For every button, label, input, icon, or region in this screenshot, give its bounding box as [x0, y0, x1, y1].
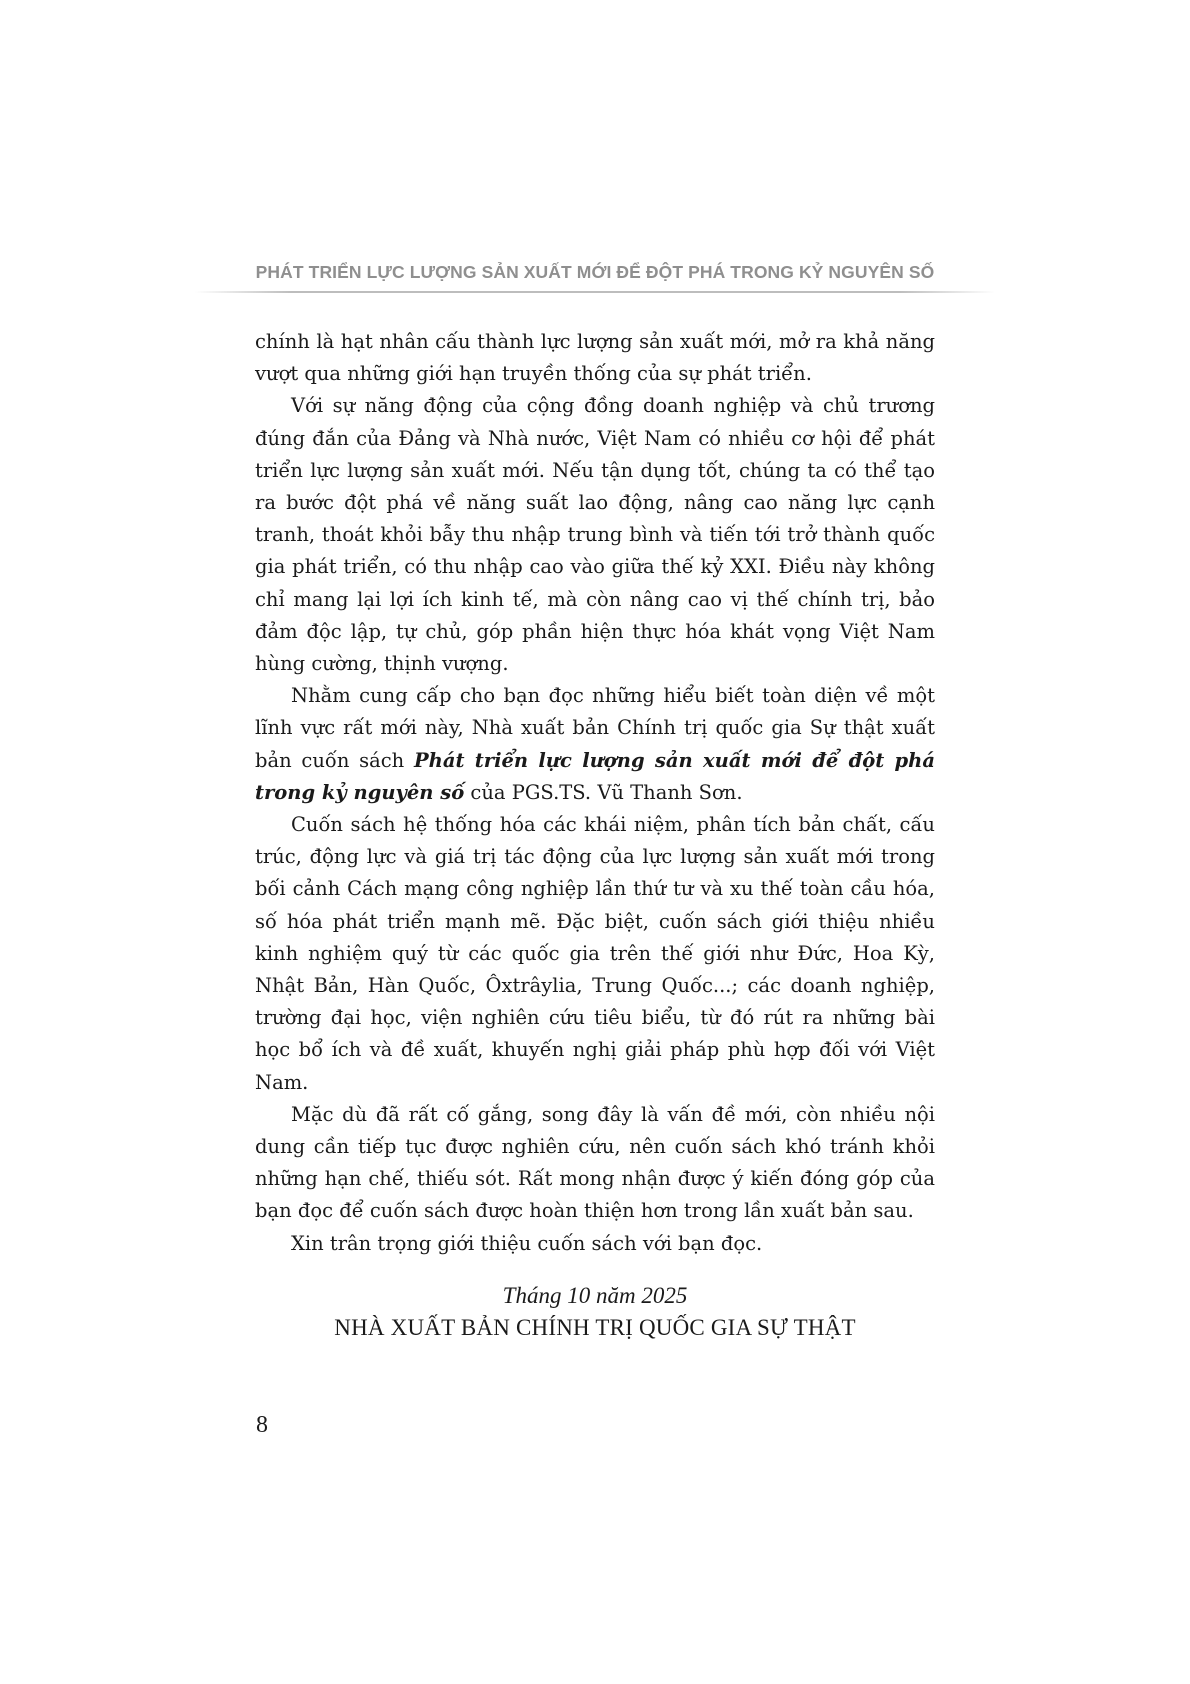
paragraph-6: Xin trân trọng giới thiệu cuốn sách với bạn đọc.	[291, 1231, 763, 1255]
paragraph-3	[255, 680, 935, 809]
paragraph-5: Mặc dù đã rất cố gắng, song đây là vấn đề mới, còn nhiều nội dung cần tiếp tục được nghiên cứu, nên cuốn sách khó tránh khỏi những hạn chế, thiếu sót. Rất mong nhận được ý kiến đóng góp của bạn đọc để cuốn sách được hoàn thiện hơn trong lần xuất bản sau.	[255, 1102, 935, 1223]
body-text	[255, 326, 935, 1260]
paragraph-1: chính là hạt nhân cấu thành lực lượng sản xuất mới, mở ra khả năng vượt qua những giới hạn truyền thống của sự phát triển.	[255, 330, 935, 386]
signature-publisher: NHÀ XUẤT BẢN CHÍNH TRỊ QUỐC GIA SỰ THẬT	[334, 1315, 856, 1340]
signature-date: Tháng 10 năm 2025	[502, 1283, 688, 1308]
paragraph-2: Với sự năng động của cộng đồng doanh nghiệp và chủ trương đúng đắn của Đảng và Nhà nước, Việt Nam có nhiều cơ hội để phát triển lực lượng sản xuất mới. Nếu tận dụng tốt, chúng ta có thể tạo ra bước đột phá về năng suất lao động, nâng cao năng lực cạnh tranh, thoát khỏi bẫy thu nhập trung bình và tiến tới trở thành quốc gia phát triển, có thu nhập cao vào giữa thế kỷ XXI. Điều này không chỉ mang lại lợi ích kinh tế, mà còn nâng cao vị thế chính trị, bảo đảm độc lập, tự chủ, góp phần hiện thực hóa khát vọng Việt Nam hùng cường, thịnh vượng.	[255, 394, 935, 676]
header-rule	[195, 291, 995, 293]
paragraph-3-intro: Nhằm cung cấp cho bạn đọc những hiểu biết toàn diện về một lĩnh vực rất mới này, Nhà xuất bản Chính trị quốc gia Sự thật xuất bản cuốn sách	[255, 684, 935, 772]
signature-block	[255, 1280, 935, 1344]
running-header	[195, 262, 995, 293]
page-number: 8	[256, 1412, 268, 1438]
running-header-title: PHÁT TRIỂN LỰC LƯỢNG SẢN XUẤT MỚI ĐỂ ĐỘT PHÁ TRONG KỶ NGUYÊN SỐ	[255, 262, 935, 282]
paragraph-4: Cuốn sách hệ thống hóa các khái niệm, phân tích bản chất, cấu trúc, động lực và giá trị tác động của lực lượng sản xuất mới trong bối cảnh Cách mạng công nghiệp lần thứ tư và xu thế toàn cầu hóa, số hóa phát triển mạnh mẽ. Đặc biệt, cuốn sách giới thiệu nhiều kinh nghiệm quý từ các quốc gia trên thế giới như Đức, Hoa Kỳ, Nhật Bản, Hàn Quốc, Ôxtrâylia, Trung Quốc...; các doanh nghiệp, trường đại học, viện nghiên cứu tiêu biểu, từ đó rút ra những bài học bổ ích và đề xuất, khuyến nghị giải pháp phù hợp đối với Việt Nam.	[255, 813, 935, 1094]
book-title: Phát triển lực lượng sản xuất mới để đột phá trong kỷ nguyên số	[255, 748, 935, 804]
paragraph-3-author: của PGS.TS. Vũ Thanh Sơn.	[464, 780, 743, 804]
